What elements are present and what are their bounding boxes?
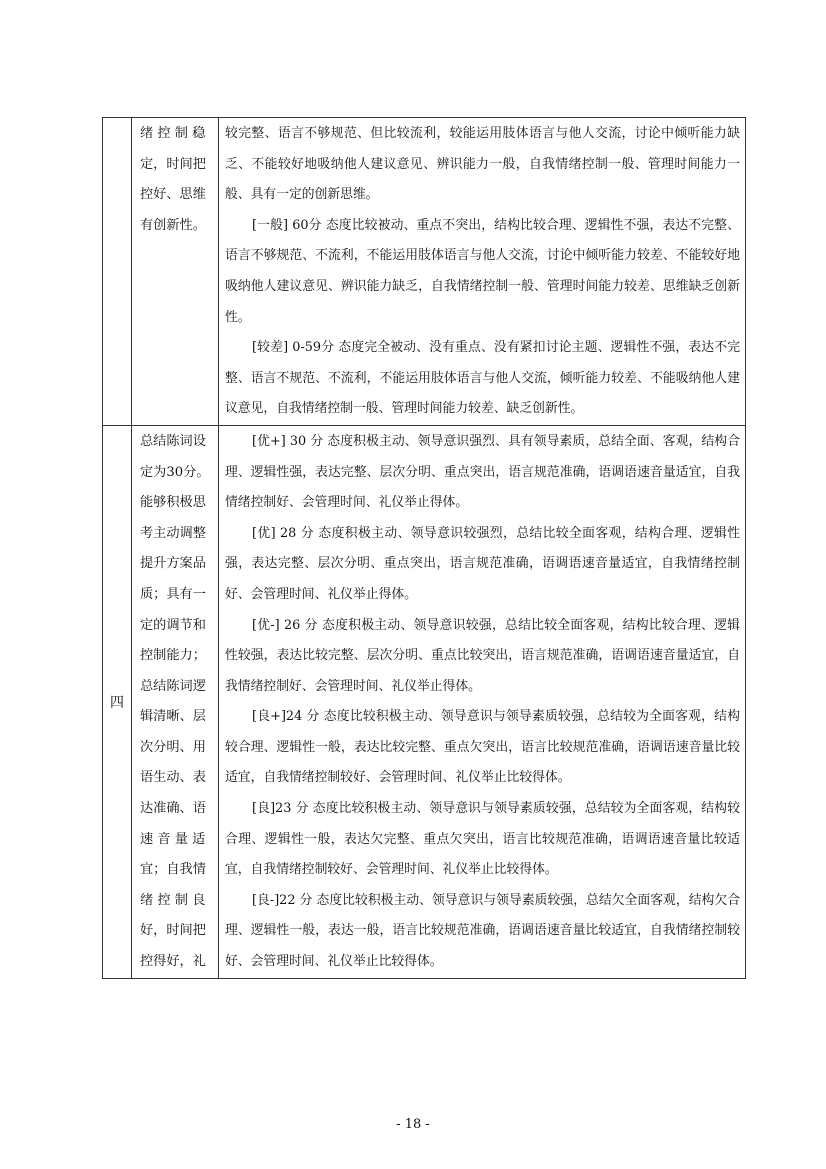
criteria-line: 辑清晰、层 — [140, 709, 206, 725]
criteria-line: 总结陈词逻 — [140, 678, 206, 694]
criteria-line: 定为30分。 — [140, 464, 210, 480]
criteria-line: 能够积极思 — [140, 495, 206, 511]
continued-description: 较完整、语言不够规范、但比较流利，较能运用肢体语言与他人交流，讨论中倾听能力缺乏、不能较好地吸纳他人建议意见、辨识能力一般，自我情绪控制一般、管理时间能力一般、具有一定的创新思维。 — [225, 126, 740, 203]
criteria-line: 总结陈词设 — [140, 433, 206, 449]
score-level-good-minus: [良-]22 分 态度比较积极主动、领导意识与领导素质较强，总结欠全面客观，结构欠合理、逻辑性一般，表达一般，语言比较规范准确，语调语速音量比较适宜，自我情绪控制较好、会管理时间、礼仪举止比较得体。 — [225, 892, 740, 970]
criteria-line: 宜；自我情 — [140, 862, 206, 878]
criteria-line: 定，时间把 — [140, 156, 206, 172]
criteria-line: 考主动调整 — [140, 525, 206, 541]
criteria-line: 定的调节和 — [140, 617, 206, 633]
score-level-good: [良]23 分 态度比较积极主动、领导意识与领导素质较强，总结较为全面客观，结构较合理、逻辑性一般，表达欠完整、重点欠突出，语言比较规范准确，语调语速音量比较适宜，自我情绪控制较好、会管理时间、礼仪举止比较得体。 — [225, 801, 740, 878]
score-level-good-plus: [良+]24 分 态度比较积极主动、领导意识与领导素质较强，总结较为全面客观，结构较合理、逻辑性一般，表达比较完整、重点欠突出，语言比较规范准确，语调语速音量比较适宜，自我情绪控制较好、会管理时间、礼仪举止比较得体。 — [225, 709, 740, 786]
description-cell — [219, 118, 746, 426]
page-number: - 18 - — [396, 1117, 430, 1132]
criteria-line: 控得好，礼 — [140, 954, 206, 970]
row-number: 四 — [103, 425, 132, 978]
criteria-line: 提升方案品 — [140, 556, 206, 572]
scoring-rubric-table — [102, 117, 746, 979]
criteria-line: 有创新性。 — [140, 217, 206, 233]
criteria-line: 语生动、表 — [140, 770, 206, 786]
table-row — [103, 118, 746, 426]
criteria-line: 好，时间把 — [140, 923, 206, 939]
criteria-line: 达准确、语 — [140, 801, 206, 817]
score-level-poor: [较差] 0-59分 态度完全被动、没有重点、没有紧扣讨论主题、逻辑性不强，表达不完整、语言不规范、不流利，不能运用肢体语言与他人交流，倾听能力较差、不能吸纳他人建议意见，自我情绪控制一般、管理时间能力较差、缺乏创新性。 — [225, 340, 740, 417]
criteria-line: 控制能力； — [140, 648, 206, 664]
score-level-excellent: [优] 28 分 态度积极主动、领导意识较强烈，总结比较全面客观，结构合理、逻辑性强，表达完整、层次分明、重点突出，语言规范准确，语调语速音量适宜，自我情绪控制好、会管理时间、礼仪举止得体。 — [225, 525, 740, 602]
score-level-excellent-minus: [优-] 26 分 态度积极主动、领导意识较强，总结比较全面客观，结构比较合理、逻辑性较强，表达比较完整、层次分明、重点比较突出，语言规范准确，语调语速音量适宜，自我情绪控制好、会管理时间、礼仪举止得体。 — [225, 617, 740, 694]
score-level-average: [一般] 60分 态度比较被动、重点不突出，结构比较合理、逻辑性不强，表达不完整、语言不够规范、不流利，不能运用肢体语言与他人交流，讨论中倾听能力较差、不能较好地吸纳他人建议意见、辨识能力缺乏，自我情绪控制一般、管理时间能力较差、思维缺乏创新性。 — [225, 217, 740, 325]
criteria-line: 速 音 量 适 — [140, 831, 206, 847]
criteria-cell — [132, 425, 219, 978]
criteria-line: 控好、思维 — [140, 187, 206, 203]
criteria-line: 绪 控 制 良 — [140, 892, 206, 908]
row-number — [103, 118, 132, 426]
score-level-excellent-plus: [优+] 30 分 态度积极主动、领导意识强烈、具有领导素质，总结全面、客观，结构合理、逻辑性强，表达完整、层次分明、重点突出，语言规范准确，语调语速音量适宜，自我情绪控制好、会管理时间、礼仪举止得体。 — [225, 433, 740, 511]
criteria-cell — [132, 118, 219, 426]
table-row — [103, 425, 746, 978]
description-cell — [219, 425, 746, 978]
criteria-line: 质；具有一 — [140, 586, 206, 602]
criteria-line: 次分明、用 — [140, 739, 206, 755]
criteria-line: 绪 控 制 稳 — [140, 126, 206, 141]
